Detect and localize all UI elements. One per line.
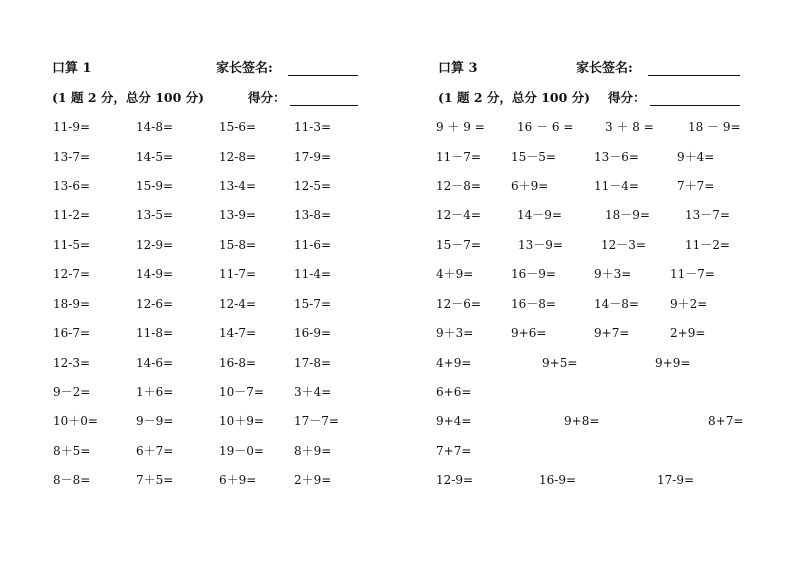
right-problem: 12－3= [601, 238, 646, 252]
left-title: 口算 1 [52, 61, 92, 76]
right-problem: 16－9= [511, 267, 556, 281]
left-problem: 15-7= [294, 297, 332, 311]
right-problem: 12－6= [436, 297, 481, 311]
right-problem: 14－8= [594, 297, 639, 311]
left-problem: 16-7= [53, 326, 91, 340]
left-problem: 14-7= [219, 326, 257, 340]
left-problem: 12-5= [294, 179, 332, 193]
left-problem: 11-3= [294, 120, 332, 134]
left-problem: 11-9= [53, 120, 91, 134]
left-problem: 17-8= [294, 356, 332, 370]
right-problem: 9+4= [436, 414, 472, 428]
left-problem: 8－8= [53, 473, 91, 487]
left-problem: 19－0= [219, 444, 264, 458]
right-problem: 16－8= [511, 297, 556, 311]
left-problem: 13-7= [53, 150, 91, 164]
left-problem: 17－7= [294, 414, 339, 428]
left-problem: 13-8= [294, 208, 332, 222]
right-problem: 18－9= [605, 208, 650, 222]
right-problem: 9+5= [542, 356, 578, 370]
left-score-line [290, 105, 358, 106]
left-problem: 11-2= [53, 208, 91, 222]
left-problem: 13-6= [53, 179, 91, 193]
right-problem: 6＋9= [511, 179, 549, 193]
left-problem: 17-9= [294, 150, 332, 164]
left-problem: 15-8= [219, 238, 257, 252]
left-problem: 8＋5= [53, 444, 91, 458]
left-parent-sign-label: 家长签名: [216, 61, 273, 76]
left-problem: 10＋9= [219, 414, 264, 428]
left-problem: 6＋9= [219, 473, 257, 487]
right-problem: 18 － 9= [688, 120, 741, 134]
left-problem: 13-9= [219, 208, 257, 222]
right-problem: 6+6= [436, 385, 472, 399]
left-problem: 11-8= [136, 326, 174, 340]
left-problem: 12-6= [136, 297, 174, 311]
right-title: 口算 3 [438, 61, 478, 76]
left-score-label: 得分： [248, 90, 286, 105]
right-problem: 15－5= [511, 150, 556, 164]
left-problem: 6＋7= [136, 444, 174, 458]
right-problem: 4＋9= [436, 267, 474, 281]
right-problem: 11－7= [670, 267, 715, 281]
right-problem: 9＋3= [436, 326, 474, 340]
right-score-line [650, 105, 740, 106]
right-problem: 9 ＋ 9 = [436, 120, 485, 134]
left-problem: 12-9= [136, 238, 174, 252]
left-problem: 14-6= [136, 356, 174, 370]
right-score-label: 得分： [608, 90, 646, 105]
right-problem: 9+8= [564, 414, 600, 428]
left-problem: 9－9= [136, 414, 174, 428]
left-problem: 10＋0= [53, 414, 98, 428]
right-problem: 13－6= [594, 150, 639, 164]
left-problem: 12-7= [53, 267, 91, 281]
left-problem: 7＋5= [136, 473, 174, 487]
left-problem: 2＋9= [294, 473, 332, 487]
right-problem: 11－7= [436, 150, 481, 164]
left-problem: 15-9= [136, 179, 174, 193]
left-problem: 12-4= [219, 297, 257, 311]
left-problem: 12-8= [219, 150, 257, 164]
left-problem: 11-7= [219, 267, 257, 281]
left-problem: 12-3= [53, 356, 91, 370]
left-problem: 8＋9= [294, 444, 332, 458]
right-problem: 9＋3= [594, 267, 632, 281]
right-problem: 2+9= [670, 326, 706, 340]
right-problem: 12-9= [436, 473, 474, 487]
right-problem: 16 － 6 = [517, 120, 574, 134]
right-problem: 9+7= [594, 326, 630, 340]
right-problem: 9+9= [655, 356, 691, 370]
left-problem: 11-4= [294, 267, 332, 281]
left-problem: 3＋4= [294, 385, 332, 399]
right-problem: 9＋4= [677, 150, 715, 164]
left-problem: 10－7= [219, 385, 264, 399]
left-problem: 14-8= [136, 120, 174, 134]
right-problem: 9＋2= [670, 297, 708, 311]
left-problem: 15-6= [219, 120, 257, 134]
right-problem: 13－7= [685, 208, 730, 222]
left-problem: 14-5= [136, 150, 174, 164]
left-problem: 9－2= [53, 385, 91, 399]
left-problem: 14-9= [136, 267, 174, 281]
right-problem: 13－9= [518, 238, 563, 252]
right-problem: 3 ＋ 8 = [605, 120, 654, 134]
left-problem: 11-6= [294, 238, 332, 252]
right-problem: 17-9= [657, 473, 695, 487]
left-problem: 13-4= [219, 179, 257, 193]
right-problem: 7+7= [436, 444, 472, 458]
right-problem: 14－9= [517, 208, 562, 222]
right-problem: 15－7= [436, 238, 481, 252]
right-problem: 11－4= [594, 179, 639, 193]
right-problem: 9+6= [511, 326, 547, 340]
right-problem: 12－4= [436, 208, 481, 222]
right-problem: 8+7= [708, 414, 744, 428]
left-problem: 16-9= [294, 326, 332, 340]
right-problem: 4+9= [436, 356, 472, 370]
left-scoring-note: (1 题 2 分，总分 100 分) [52, 90, 205, 105]
right-problem: 11－2= [685, 238, 730, 252]
right-problem: 16-9= [539, 473, 577, 487]
left-problem: 18-9= [53, 297, 91, 311]
right-scoring-note: (1 题 2 分，总分 100 分) [438, 90, 591, 105]
left-problem: 1＋6= [136, 385, 174, 399]
left-problem: 13-5= [136, 208, 174, 222]
right-problem: 12－8= [436, 179, 481, 193]
left-problem: 11-5= [53, 238, 91, 252]
left-problem: 16-8= [219, 356, 257, 370]
left-parent-sign-line [288, 75, 358, 76]
right-parent-sign-line [648, 75, 740, 76]
right-parent-sign-label: 家长签名: [576, 61, 633, 76]
right-problem: 7＋7= [677, 179, 715, 193]
